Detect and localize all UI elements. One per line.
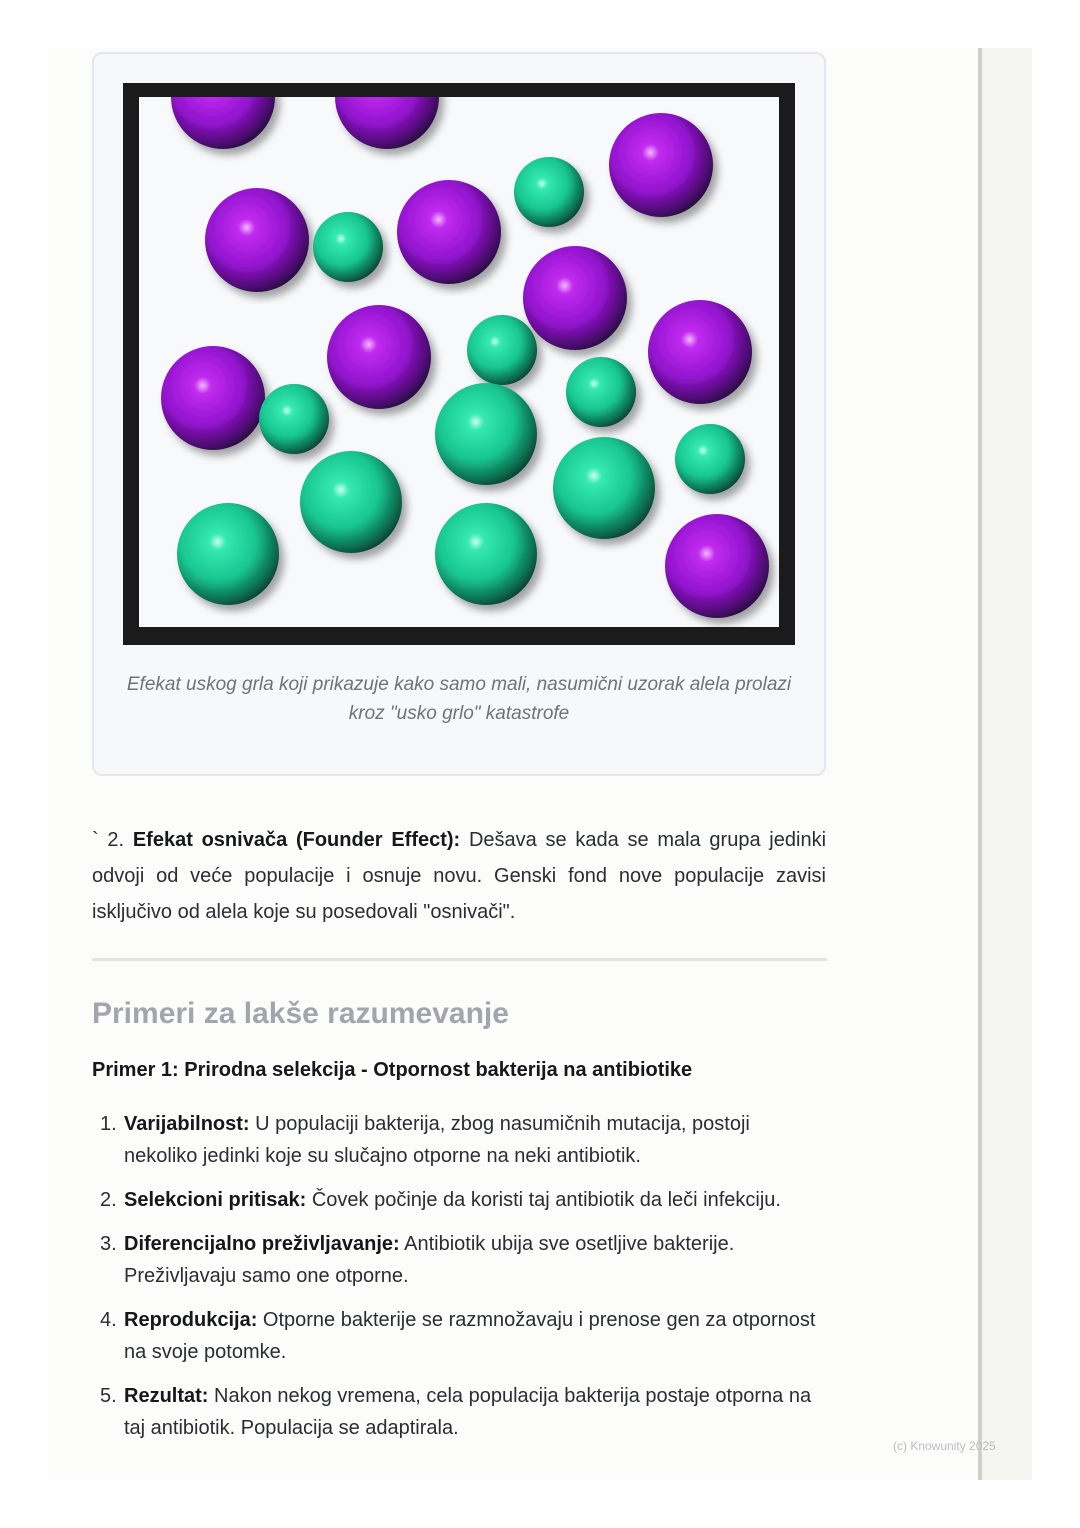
green-sphere — [300, 451, 402, 553]
purple-sphere — [665, 514, 769, 618]
list-item — [92, 1184, 826, 1216]
list-item — [92, 1108, 826, 1172]
page-edge — [978, 48, 1032, 1480]
example-heading: Primer 1: Prirodna selekcija - Otpornost bakterija na antibiotike — [92, 1059, 693, 1081]
list-item — [92, 1380, 826, 1444]
step-text: Otporne bakterije se razmnožavaju i prenose gen za otpornost na svoje potomke. — [124, 1309, 816, 1363]
green-sphere — [435, 503, 537, 605]
list-item — [92, 1304, 826, 1368]
purple-sphere — [523, 246, 627, 350]
purple-sphere — [397, 180, 501, 284]
step-number: 1. — [100, 1113, 117, 1135]
step-number: 2. — [100, 1189, 117, 1211]
green-sphere — [467, 315, 537, 385]
green-sphere — [177, 503, 279, 605]
figure-frame — [123, 83, 795, 645]
green-sphere — [514, 157, 584, 227]
list-item — [92, 1228, 826, 1292]
step-term: Reprodukcija: — [124, 1309, 258, 1331]
figure-caption: Efekat uskog grla koji prikazuje kako samo mali, nasumični uzorak alela prolazi kroz "usko grlo" katastrofe — [126, 674, 792, 724]
purple-sphere — [171, 97, 275, 149]
spheres-svg — [139, 97, 779, 627]
purple-sphere — [327, 305, 431, 409]
step-text: Čovek počinje da koristi taj antibiotik da leči infekciju. — [306, 1189, 781, 1211]
copyright-footer: (c) Knowunity 2025 — [893, 1439, 996, 1453]
paragraph-prefix: ` 2. — [92, 829, 133, 851]
step-text: U populaciji bakterija, zbog nasumičnih mutacija, postoji nekoliko jedinki koje su slučajno otporne na neki antibiotik. — [124, 1113, 750, 1167]
bottleneck-illustration — [139, 97, 779, 627]
purple-sphere — [335, 97, 439, 149]
divider — [92, 958, 827, 961]
step-term: Varijabilnost: — [124, 1113, 250, 1135]
purple-sphere — [161, 346, 265, 450]
founder-effect-term: Efekat osnivača (Founder Effect): — [132, 829, 461, 851]
step-text: Nakon nekog vremena, cela populacija bakterija postaje otporna na taj antibiotik. Populacija se adaptirala. — [124, 1385, 812, 1439]
founder-effect-text: Dešava se kada se mala grupa jedinki odvoji od veće populacije i osnuje novu. Genski fond nove populacije zavisi isključivo od alela koje su posedovali "osnivači". — [92, 829, 827, 923]
purple-sphere — [205, 188, 309, 292]
purple-sphere — [648, 300, 752, 404]
section-heading: Primeri za lakše razumevanje — [92, 997, 509, 1030]
purple-sphere — [609, 113, 713, 217]
green-sphere — [313, 212, 383, 282]
step-term: Selekcioni pritisak: — [124, 1189, 307, 1211]
step-term: Diferencijalno preživljavanje: — [124, 1233, 400, 1255]
green-sphere — [259, 384, 329, 454]
step-number: 3. — [100, 1233, 117, 1255]
green-sphere — [675, 424, 745, 494]
step-term: Rezultat: — [124, 1385, 209, 1407]
green-sphere — [566, 357, 636, 427]
founder-effect-paragraph — [92, 822, 826, 930]
green-sphere — [435, 383, 537, 485]
step-number: 5. — [100, 1385, 117, 1407]
step-number: 4. — [100, 1309, 117, 1331]
green-sphere — [553, 437, 655, 539]
step-text: Antibiotik ubija sve osetljive bakterije. Preživljavaju samo one otporne. — [124, 1233, 735, 1287]
steps-list — [92, 1108, 826, 1456]
